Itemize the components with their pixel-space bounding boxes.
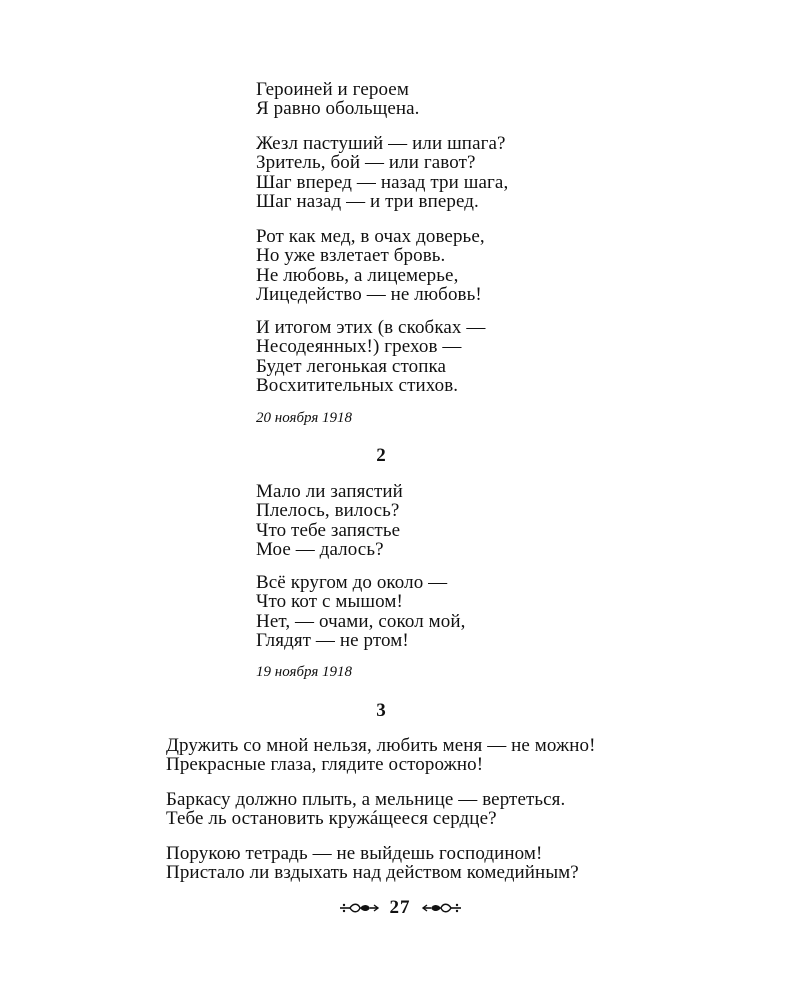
- part3-stanza-3: [166, 844, 579, 883]
- section-number: 3: [376, 700, 386, 721]
- poem-line: Будет легонькая стопка: [256, 355, 447, 377]
- poem-line: Но уже взлетает бровь.: [256, 245, 446, 267]
- fleuron-left-icon: [338, 901, 380, 915]
- poem-date: 20 ноября 1918: [256, 410, 353, 426]
- poem-line: Нет, — очами, сокол мой,: [256, 610, 466, 632]
- poem-line: Дружить со мной нельзя, любить меня — не можно!: [166, 735, 596, 756]
- poem-line: Жезл пастуший — или шпага?: [256, 133, 506, 154]
- poem-line: Шаг назад — и три вперед.: [256, 190, 479, 212]
- fleuron-right-icon: [421, 901, 463, 915]
- poem-line: Что тебе запястье: [256, 519, 401, 541]
- poem-line: Всё кругом до около —: [256, 572, 448, 593]
- part3-stanza-2: [166, 790, 565, 829]
- page-footer: [300, 895, 500, 921]
- poem-line: Баркасу должно плыть, а мельнице — вертеться.: [166, 789, 566, 810]
- poem-line: Рот как мед, в очах доверье,: [256, 226, 485, 247]
- part1-stanza-2: [256, 134, 508, 211]
- poem-line: Плелось, вилось?: [256, 500, 400, 522]
- poem-line: Зритель, бой — или гавот?: [256, 152, 476, 174]
- page-number: 27: [389, 897, 411, 918]
- poem-line: Лицедейство — не любовь!: [256, 283, 482, 305]
- poem-line: Мое — далось?: [256, 538, 384, 560]
- part1-stanza-3: [256, 227, 485, 304]
- part2-stanza-1: [256, 482, 403, 559]
- poem-line: Прекрасные глаза, глядите осторожно!: [166, 754, 484, 776]
- poem-date: 19 ноября 1918: [256, 664, 353, 680]
- part1-stanza-1: [256, 80, 420, 119]
- poem-line: Несодеянных!) грехов —: [256, 336, 462, 358]
- poem-line: Что кот с мышом!: [256, 591, 403, 613]
- poem-line: Тебе ль остановить кружáщееся сердце?: [166, 808, 497, 830]
- poem-line: Глядят — не ртом!: [256, 629, 409, 651]
- poem-line: Не любовь, а лицемерье,: [256, 264, 459, 286]
- poem-line: Пристало ли вздыхать над действом комедийным?: [166, 862, 579, 884]
- part3-stanza-1: [166, 736, 596, 775]
- section-number: 2: [376, 445, 386, 466]
- poem-line: Я равно обольщена.: [256, 98, 420, 120]
- poem-line: И итогом этих (в скобках —: [256, 317, 486, 338]
- poem-line: Героиней и героем: [256, 79, 409, 100]
- part2-stanza-2: [256, 573, 466, 650]
- poem-line: Мало ли запястий: [256, 481, 403, 502]
- poem-line: Шаг вперед — назад три шага,: [256, 171, 509, 193]
- poem-line: Порукою тетрадь — не выйдешь господином!: [166, 843, 543, 864]
- poem-line: Восхитительных стихов.: [256, 374, 459, 396]
- part1-stanza-4: [256, 318, 485, 395]
